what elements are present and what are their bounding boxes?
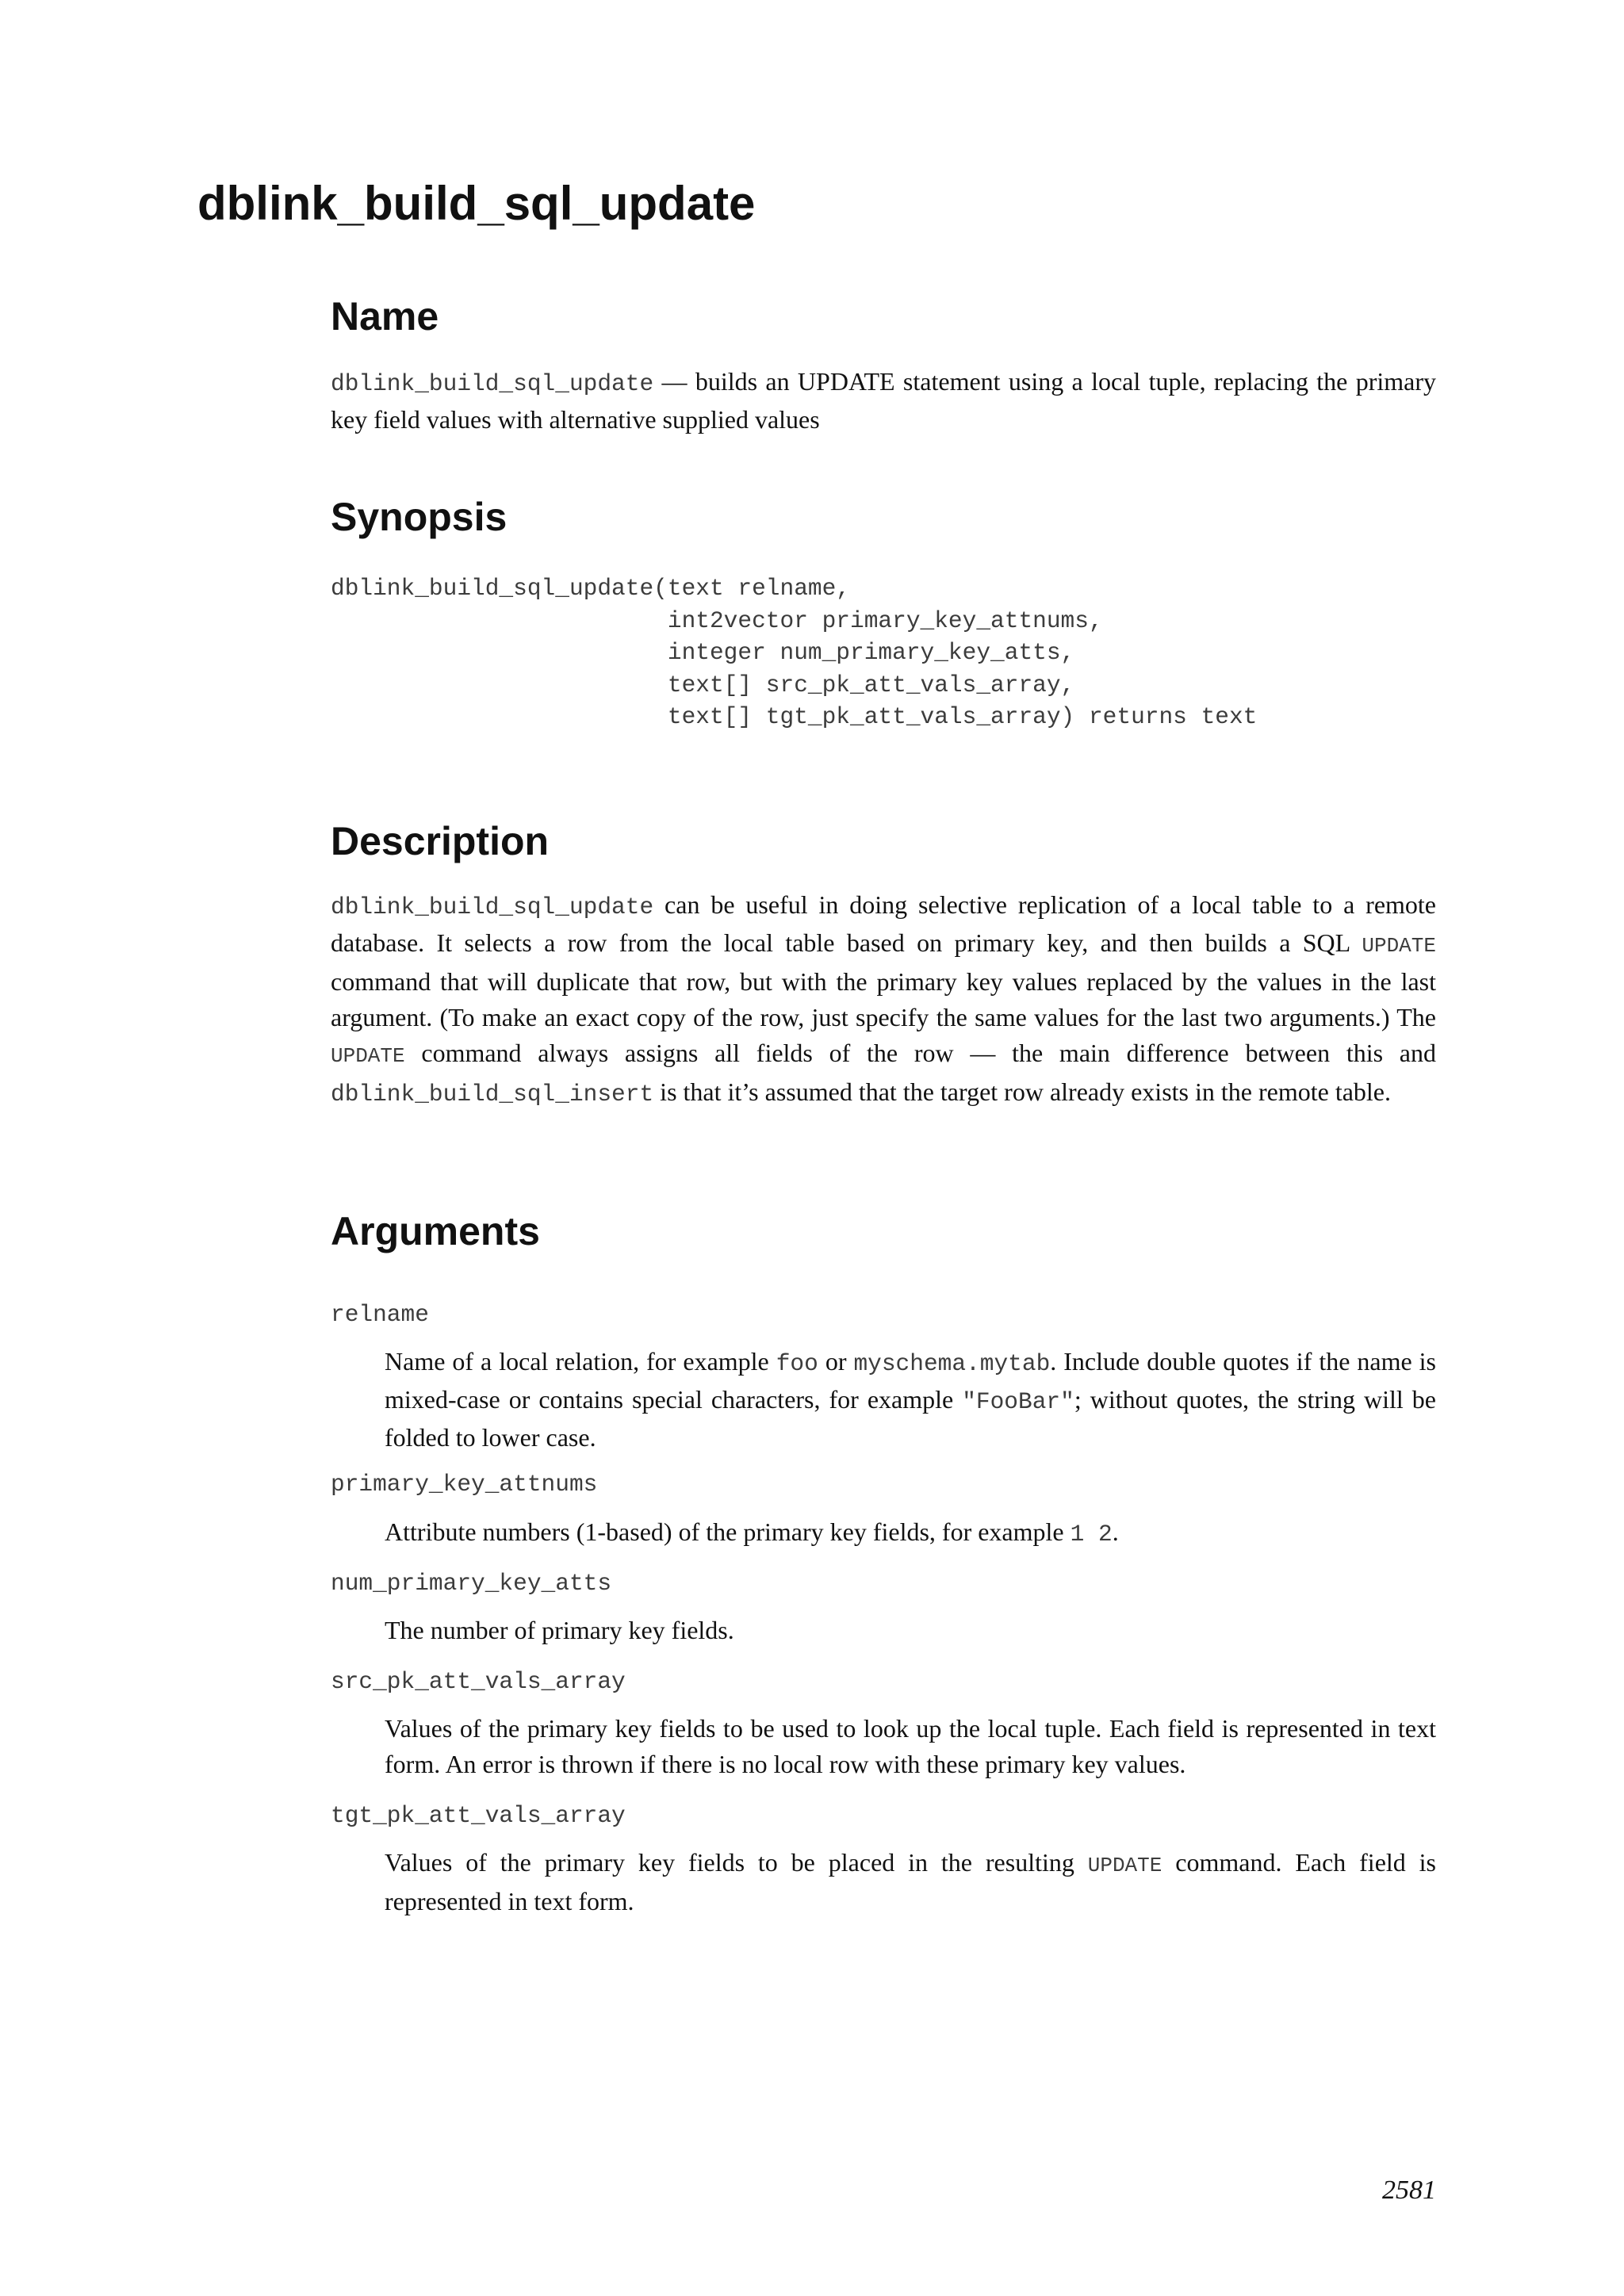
argument-description-relname: Name of a local relation, for example foo or myschema.mytab. Include double quotes if the name is mixed-case or contains special characters, for example "FooBar"; without quotes, the string will be folded to lower case. <box>385 1347 1437 1452</box>
name-paragraph <box>331 364 1436 438</box>
function-name: dblink_build_sql_update <box>331 370 654 397</box>
argument-term-primary-key-attnums: primary_key_attnums <box>331 1471 598 1498</box>
code-example: myschema.mytab <box>853 1350 1051 1377</box>
insert-function-name: dblink_build_sql_insert <box>331 1081 654 1108</box>
argument-term-tgt-pk-att-vals-array: tgt_pk_att_vals_array <box>331 1802 626 1829</box>
purpose-text: — builds an UPDATE statement using a local tuple, replacing the primary key field values with alternative supplied values <box>331 367 1436 434</box>
code-example: "FooBar" <box>962 1388 1074 1415</box>
argument-description-num-primary-key-atts: The number of primary key fields. <box>385 1616 734 1644</box>
update-keyword: UPDATE <box>1362 934 1436 958</box>
argument-term-src-pk-att-vals-array: src_pk_att_vals_array <box>331 1668 626 1695</box>
synopsis-code: dblink_build_sql_update(text relname, int2vector primary_key_attnums, integer num_primary_key_atts, text[] src_pk_att_vals_array, text[] tgt_pk_att_vals_array) returns text <box>331 575 1258 730</box>
section-heading-arguments: Arguments <box>331 1209 540 1253</box>
page-title: dblink_build_sql_update <box>197 177 756 230</box>
description-paragraph: dblink_build_sql_update can be useful in doing selective replication of a local table to a remote database. It selects a row from the local table based on primary key, and then builds a SQL UPDATE command that will duplicate that row, but with the primary key values replaced by the values in the last argument. (To make an exact copy of the row, just specify the same values for the last two arguments.) The UPDATE command always assigns all fields of the row — the main difference between this and dblink_build_sql_insert is that it’s assumed that the target row already exists in the remote table. <box>331 890 1436 1108</box>
argument-term-relname: relname <box>331 1301 429 1328</box>
section-heading-name: Name <box>331 294 439 339</box>
argument-description-primary-key-attnums: Attribute numbers (1-based) of the primary key fields, for example 1 2. <box>385 1517 1119 1548</box>
update-keyword: UPDATE <box>1087 1854 1162 1877</box>
section-heading-synopsis: Synopsis <box>331 495 508 539</box>
update-keyword: UPDATE <box>331 1044 405 1068</box>
function-name: dblink_build_sql_update <box>331 894 654 920</box>
argument-term-num-primary-key-atts: num_primary_key_atts <box>331 1570 612 1597</box>
code-example: foo <box>776 1350 818 1377</box>
code-example: 1 2 <box>1070 1521 1113 1548</box>
page-number: 2581 <box>1382 2175 1436 2205</box>
argument-description-src-pk-att-vals-array: Values of the primary key fields to be used to look up the local tuple. Each field is represented in text form. An error is thrown if there is no local row with these primary key values. <box>385 1714 1436 1778</box>
section-heading-description: Description <box>331 819 550 863</box>
argument-description-tgt-pk-att-vals-array: Values of the primary key fields to be placed in the resulting UPDATE command. Each field is represented in text form. <box>385 1848 1437 1915</box>
